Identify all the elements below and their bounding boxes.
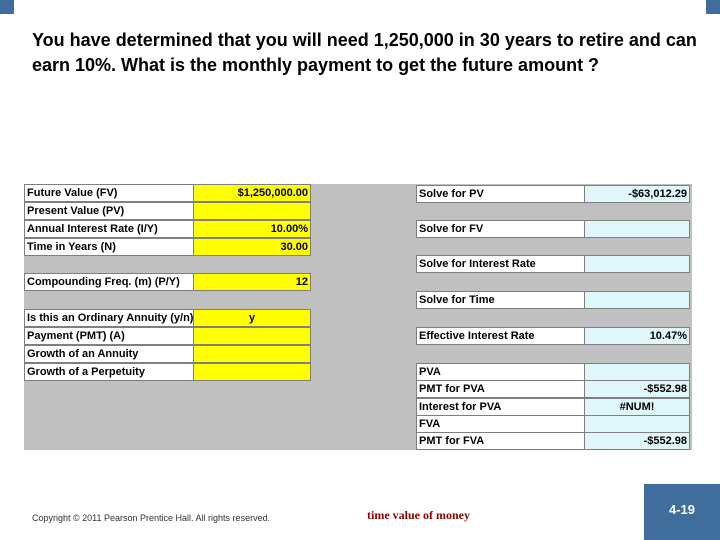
cell-label-payment[interactable]: Payment (PMT) (A) [24, 327, 194, 345]
cell-output-pva[interactable] [584, 363, 690, 381]
cell-label-solve-interest[interactable]: Solve for Interest Rate [416, 255, 585, 273]
cell-output-pmt-pva[interactable]: -$552.98 [584, 380, 690, 398]
cell-label-fva[interactable]: FVA [416, 415, 585, 433]
cell-input-future-value[interactable]: $1,250,000.00 [193, 184, 311, 202]
cell-output-solve-time[interactable] [584, 291, 690, 309]
cell-label-pva[interactable]: PVA [416, 363, 585, 381]
cell-input-ordinary-annuity[interactable]: y [193, 309, 311, 327]
cell-label-solve-time[interactable]: Solve for Time [416, 291, 585, 309]
cell-output-interest-pva[interactable]: #NUM! [584, 398, 690, 416]
page-number: 4-19 [644, 484, 720, 540]
cell-label-present-value[interactable]: Present Value (PV) [24, 202, 194, 220]
cell-label-solve-pv[interactable]: Solve for PV [416, 185, 585, 203]
cell-input-growth-perpetuity[interactable] [193, 363, 311, 381]
cell-output-pmt-fva[interactable]: -$552.98 [584, 432, 690, 450]
cell-input-interest-rate[interactable]: 10.00% [193, 220, 311, 238]
cell-label-future-value[interactable]: Future Value (FV) [24, 184, 194, 202]
cell-output-solve-interest[interactable] [584, 255, 690, 273]
cell-output-solve-fv[interactable] [584, 220, 690, 238]
cell-output-effective-rate[interactable]: 10.47% [584, 327, 690, 345]
cell-label-interest-pva[interactable]: Interest for PVA [416, 398, 585, 416]
cell-label-growth-perpetuity[interactable]: Growth of a Perpetuity [24, 363, 194, 381]
footer-topic: time value of money [367, 508, 470, 522]
slide-title: You have determined that you will need 1,250,000 in 30 years to retire and can earn 10%. What is the monthly payment to get the future amount ? [32, 30, 697, 75]
cell-output-solve-pv[interactable]: -$63,012.29 [584, 185, 690, 203]
corner-accent-right [706, 0, 720, 14]
spreadsheet-area [24, 184, 692, 450]
cell-input-payment[interactable] [193, 327, 311, 345]
cell-label-effective-rate[interactable]: Effective Interest Rate [416, 327, 585, 345]
cell-label-ordinary-annuity[interactable]: Is this an Ordinary Annuity (y/n) [24, 309, 194, 327]
cell-input-growth-annuity[interactable] [193, 345, 311, 363]
cell-input-present-value[interactable] [193, 202, 311, 220]
copyright-notice: Copyright © 2011 Pearson Prentice Hall. All rights reserved. [32, 513, 271, 523]
cell-label-interest-rate[interactable]: Annual Interest Rate (I/Y) [24, 220, 194, 238]
cell-output-fva[interactable] [584, 415, 690, 433]
cell-label-growth-annuity[interactable]: Growth of an Annuity [24, 345, 194, 363]
cell-label-pmt-pva[interactable]: PMT for PVA [416, 380, 585, 398]
cell-label-pmt-fva[interactable]: PMT for FVA [416, 432, 585, 450]
corner-accent-left [0, 0, 14, 14]
cell-label-time-years[interactable]: Time in Years (N) [24, 238, 194, 256]
cell-label-solve-fv[interactable]: Solve for FV [416, 220, 585, 238]
cell-input-compounding-freq[interactable]: 12 [193, 273, 311, 291]
cell-input-time-years[interactable]: 30.00 [193, 238, 311, 256]
cell-label-compounding-freq[interactable]: Compounding Freq. (m) (P/Y) [24, 273, 194, 291]
